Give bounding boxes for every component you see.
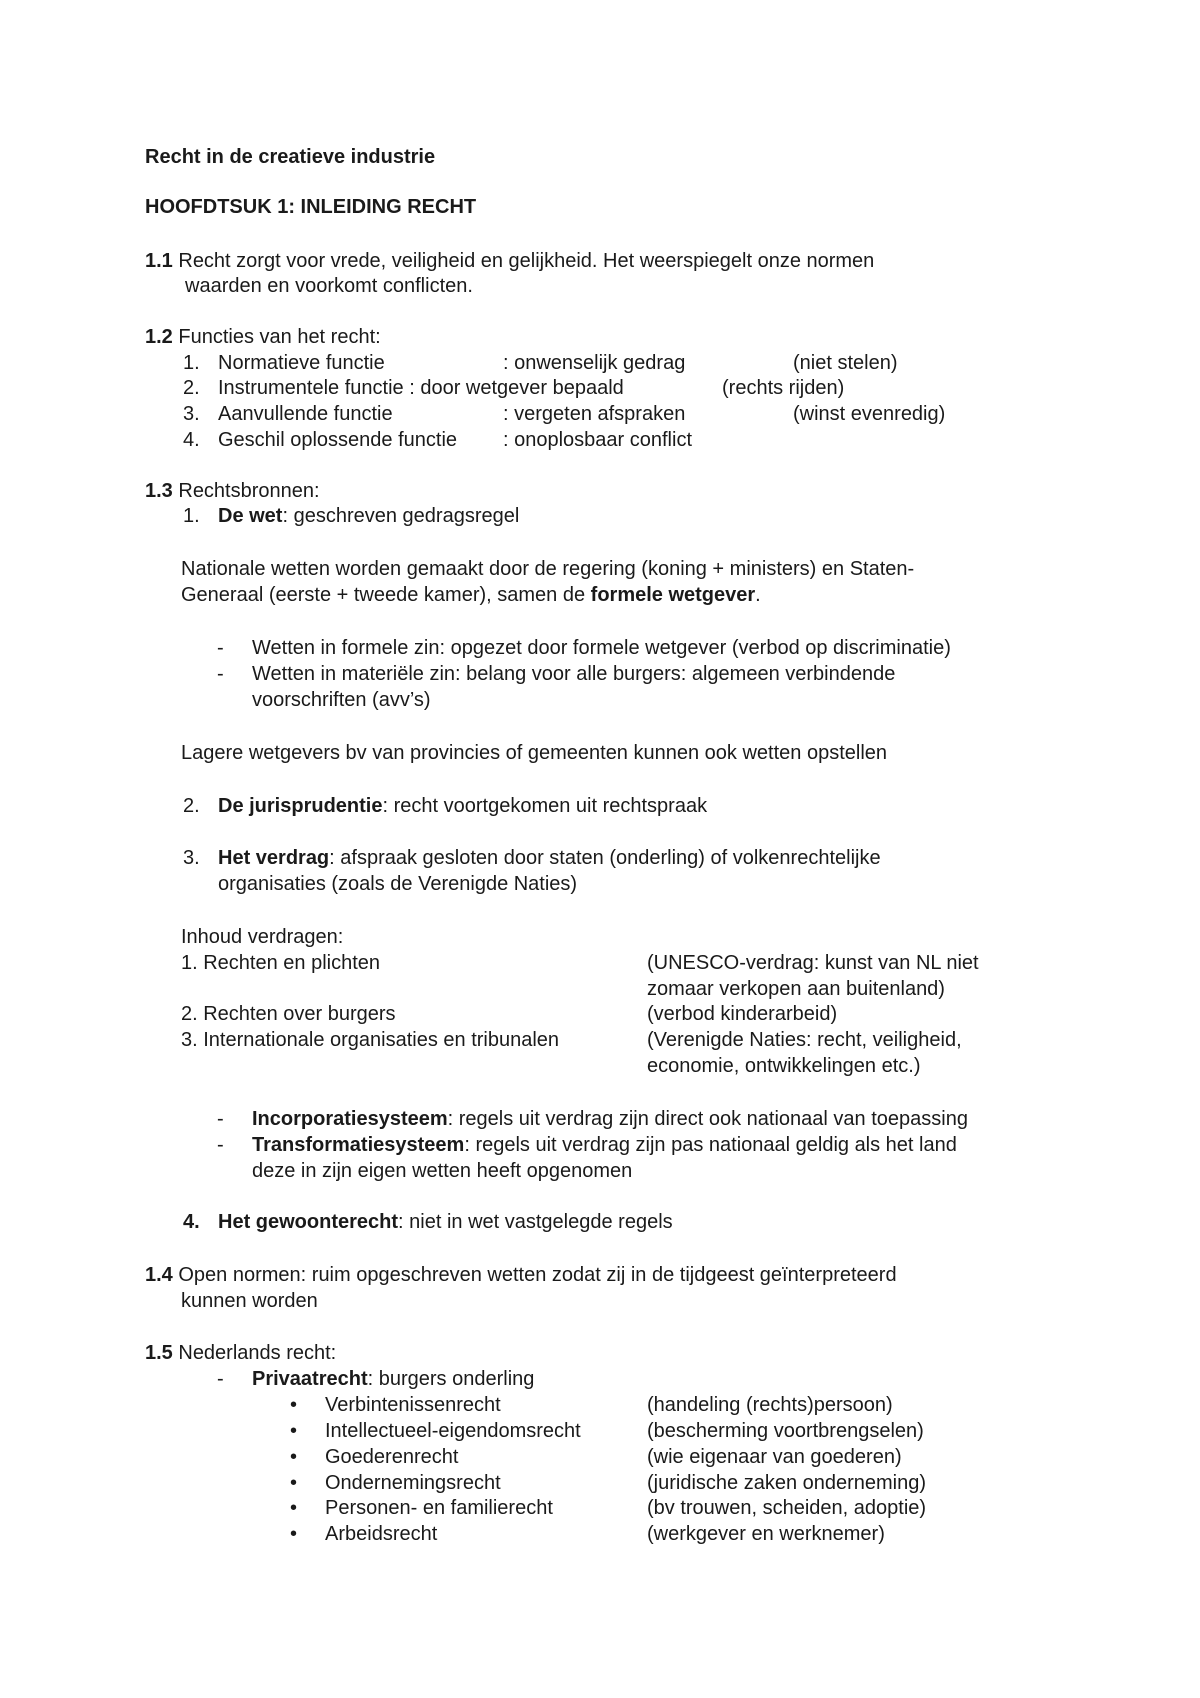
- incorporatiesysteem: [252, 1106, 968, 1132]
- section-1-1-continuation: waarden en voorkomt conflicten.: [185, 275, 473, 297]
- source-rest: : niet in wet vastgelegde regels: [398, 1211, 673, 1233]
- function-num-1: 1.: [183, 352, 200, 374]
- privaat-item-2: Intellectueel-eigendomsrecht: [325, 1420, 581, 1442]
- source-jurisprudentie: [218, 793, 707, 819]
- dash-marker: -: [217, 1134, 224, 1156]
- privaat-desc-6: (werkgever en werknemer): [647, 1523, 885, 1545]
- function-name-3: Aanvullende functie: [218, 403, 393, 425]
- privaat-item-1: Verbintenissenrecht: [325, 1394, 501, 1416]
- term-rest: : regels uit verdrag zijn pas nationaal geldig als het land: [464, 1134, 957, 1156]
- dash-item-materiele-zin: Wetten in materiële zin: belang voor alle burgers: algemeen verbindende: [252, 663, 896, 685]
- function-num-3: 3.: [183, 403, 200, 425]
- privaat-desc-4: (juridische zaken onderneming): [647, 1472, 927, 1494]
- privaat-desc-1: (handeling (rechts)persoon): [647, 1394, 893, 1416]
- section-text: Open normen: ruim opgeschreven wetten zodat zij in de tijdgeest geïnterpreteerd: [172, 1264, 897, 1286]
- paragraph-text: .: [755, 584, 761, 606]
- paragraph-bold: formele wetgever: [590, 584, 756, 606]
- paragraph-text: Generaal (eerste + tweede kamer), samen de: [181, 584, 591, 606]
- inhoud-left-3: 3. Internationale organisaties en tribunalen: [181, 1029, 560, 1051]
- section-number: 1.1: [145, 250, 173, 272]
- inhoud-right-3-cont: economie, ontwikkelingen etc.): [647, 1055, 921, 1077]
- source-rest: : afspraak gesloten door staten (onderling) of volkenrechtelijke: [329, 847, 881, 869]
- function-desc-1: : onwenselijk gedrag: [503, 352, 686, 374]
- section-1-4-continuation: kunnen worden: [181, 1290, 318, 1312]
- dash-marker: -: [217, 637, 224, 659]
- function-example-3: (winst evenredig): [793, 403, 946, 425]
- privaat-item-3: Goederenrecht: [325, 1446, 459, 1468]
- bullet-marker: •: [290, 1446, 298, 1468]
- bullet-marker: •: [290, 1497, 298, 1519]
- inhoud-right-3: (Verenigde Naties: recht, veiligheid,: [647, 1029, 962, 1051]
- inhoud-right-2: (verbod kinderarbeid): [647, 1003, 838, 1025]
- privaat-item-5: Personen- en familierecht: [325, 1497, 553, 1519]
- source-verdrag-continuation: organisaties (zoals de Verenigde Naties): [218, 873, 578, 895]
- term-rest: : regels uit verdrag zijn direct ook nationaal van toepassing: [447, 1108, 968, 1130]
- inhoud-left-2: 2. Rechten over burgers: [181, 1003, 396, 1025]
- function-name-4: Geschil oplossende functie: [218, 429, 458, 451]
- function-name-1: Normatieve functie: [218, 352, 385, 374]
- inhoud-heading: Inhoud verdragen:: [181, 926, 344, 948]
- source-term: Het gewoonterecht: [218, 1211, 399, 1233]
- section-text: Nederlands recht:: [172, 1342, 337, 1364]
- section-text: Rechtsbronnen:: [172, 480, 320, 502]
- source-term: De jurisprudentie: [218, 795, 383, 817]
- inhoud-right-1-cont: zomaar verkopen aan buitenland): [647, 978, 945, 1000]
- function-num-4: 4.: [183, 429, 200, 451]
- function-example-1: (niet stelen): [793, 352, 898, 374]
- section-text: Functies van het recht:: [172, 326, 381, 348]
- source-rest: : geschreven gedragsregel: [282, 505, 520, 527]
- wet-paragraph-line-2: [181, 582, 761, 608]
- function-num-2: 2.: [183, 377, 200, 399]
- source-wet: [218, 503, 519, 529]
- inhoud-left-1: 1. Rechten en plichten: [181, 952, 381, 974]
- lagere-wetgevers: Lagere wetgevers bv van provincies of gemeenten kunnen ook wetten opstellen: [181, 742, 888, 764]
- dash-marker: -: [217, 1368, 224, 1390]
- section-number: 1.5: [145, 1342, 173, 1364]
- bullet-marker: •: [290, 1523, 298, 1545]
- source-num-3: 3.: [183, 847, 200, 869]
- chapter-title: HOOFDTSUK 1: INLEIDING RECHT: [145, 196, 477, 218]
- privaat-desc-3: (wie eigenaar van goederen): [647, 1446, 902, 1468]
- term: Privaatrecht: [252, 1368, 368, 1390]
- wet-paragraph-line-1: Nationale wetten worden gemaakt door de regering (koning + ministers) en Staten-: [181, 558, 915, 580]
- inhoud-right-1: (UNESCO-verdrag: kunst van NL niet: [647, 952, 979, 974]
- source-term: Het verdrag: [218, 847, 330, 869]
- source-term: De wet: [218, 505, 283, 527]
- source-gewoonterecht: [218, 1209, 673, 1235]
- source-rest: : recht voortgekomen uit rechtspraak: [382, 795, 708, 817]
- source-verdrag: [218, 845, 881, 871]
- dash-marker: -: [217, 663, 224, 685]
- source-num-1: 1.: [183, 505, 200, 527]
- section-1-5: [145, 1340, 336, 1366]
- section-1-2: [145, 324, 381, 350]
- section-1-3: [145, 478, 320, 504]
- transformatiesysteem: [252, 1132, 957, 1158]
- dash-marker: -: [217, 1108, 224, 1130]
- dash-item-continuation: voorschriften (avv’s): [252, 689, 431, 711]
- section-text: Recht zorgt voor vrede, veiligheid en gelijkheid. Het weerspiegelt onze normen: [172, 250, 875, 272]
- function-desc-4: : onoplosbaar conflict: [503, 429, 693, 451]
- privaat-item-4: Ondernemingsrecht: [325, 1472, 501, 1494]
- privaat-desc-2: (bescherming voortbrengselen): [647, 1420, 924, 1442]
- source-num-2: 2.: [183, 795, 200, 817]
- source-num-4: 4.: [183, 1211, 200, 1233]
- document-title: Recht in de creatieve industrie: [145, 146, 436, 168]
- privaatrecht: [252, 1366, 534, 1392]
- section-1-4: [145, 1262, 897, 1288]
- section-1-1: [145, 248, 874, 274]
- function-name-2: Instrumentele functie : door wetgever bepaald: [218, 377, 624, 399]
- term: Incorporatiesysteem: [252, 1108, 448, 1130]
- function-example-2: (rechts rijden): [722, 377, 845, 399]
- bullet-marker: •: [290, 1394, 298, 1416]
- bullet-marker: •: [290, 1420, 298, 1442]
- bullet-marker: •: [290, 1472, 298, 1494]
- privaat-desc-5: (bv trouwen, scheiden, adoptie): [647, 1497, 927, 1519]
- section-number: 1.3: [145, 480, 173, 502]
- term: Transformatiesysteem: [252, 1134, 465, 1156]
- term-rest: : burgers onderling: [367, 1368, 535, 1390]
- function-desc-3: : vergeten afspraken: [503, 403, 686, 425]
- section-number: 1.2: [145, 326, 173, 348]
- privaat-item-6: Arbeidsrecht: [325, 1523, 438, 1545]
- dash-item-formele-zin: Wetten in formele zin: opgezet door formele wetgever (verbod op discriminatie): [252, 637, 951, 659]
- section-number: 1.4: [145, 1264, 173, 1286]
- transformatiesysteem-continuation: deze in zijn eigen wetten heeft opgenomen: [252, 1160, 633, 1182]
